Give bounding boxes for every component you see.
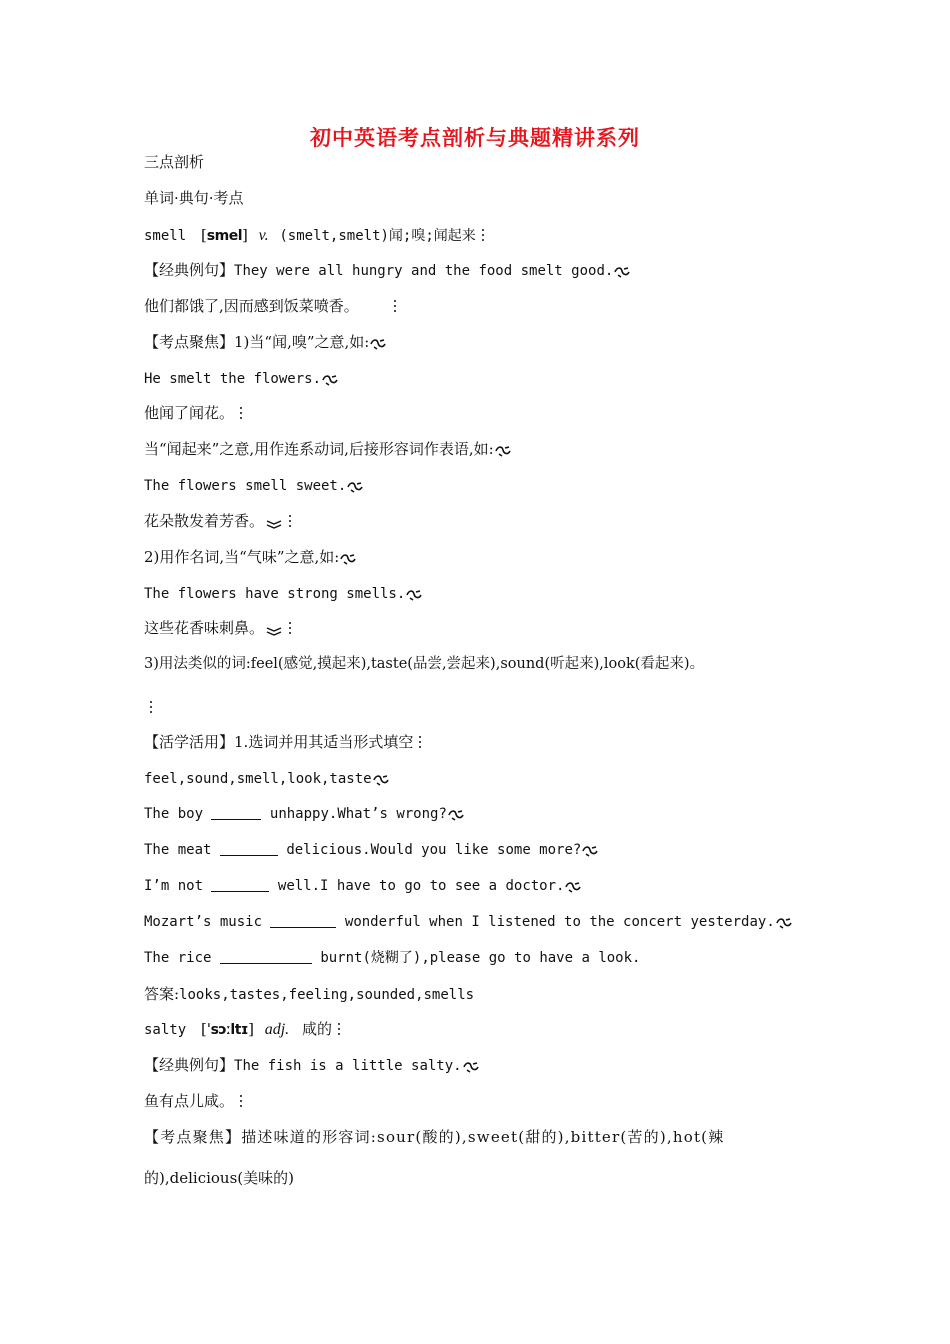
example-en: They were all hungry and the food smelt good. bbox=[234, 263, 614, 279]
focus-text: 1)当“闻,嗅”之意,如: bbox=[234, 333, 370, 351]
question-2: The meat delicious.Would you like some more? bbox=[144, 839, 600, 861]
ellipsis-icon bbox=[238, 1094, 244, 1108]
example-en: The fish is a little salty. bbox=[234, 1058, 462, 1074]
example-label: 【经典例句】 bbox=[144, 1056, 235, 1074]
ellipsis-icon bbox=[417, 735, 423, 749]
question-5: The rice burnt(烧糊了),please go to have a look. bbox=[144, 950, 641, 966]
sample-translation: 他闻了闻花。 bbox=[144, 402, 244, 424]
example-translation-1: 他们都饿了,因而感到饭菜喷香。 bbox=[144, 297, 359, 315]
audio-swirl-icon bbox=[340, 553, 358, 565]
focus-point-2 bbox=[144, 1126, 724, 1148]
audio-swirl-icon bbox=[565, 881, 583, 893]
practice-label: 【活学活用】 bbox=[144, 733, 235, 751]
ellipsis-icon bbox=[287, 621, 293, 635]
question-3: I’m not well.I have to go to see a doctor. bbox=[144, 875, 583, 897]
word-entry-smell: smell [smel] v. (smelt,smelt)闻;嗅;闻起来 bbox=[144, 224, 486, 247]
audio-swirl-icon bbox=[582, 845, 600, 857]
audio-swirl-icon bbox=[614, 266, 632, 278]
example-sentence-1 bbox=[144, 259, 632, 282]
answer-key: 答案:looks,tastes,feeling,sounded,smells bbox=[144, 985, 475, 1003]
sample-translation: 花朵散发着芳香。 bbox=[144, 510, 293, 532]
ellipsis-icon bbox=[238, 406, 244, 420]
audio-swirl-icon bbox=[322, 374, 340, 386]
section-heading: 三点剖析 bbox=[144, 153, 205, 171]
audio-swirl-icon bbox=[347, 481, 365, 493]
focus-label: 【考点聚焦】 bbox=[144, 1128, 242, 1146]
focus-point-1 bbox=[144, 331, 388, 353]
usage-note: 当“闻起来”之意,用作连系动词,后接形容词作表语,如: bbox=[144, 438, 513, 460]
headword: salty bbox=[144, 1022, 187, 1038]
audio-swirl-icon bbox=[448, 809, 466, 821]
answer-blank[interactable] bbox=[270, 913, 336, 928]
sample-sentence: The flowers smell sweet. bbox=[144, 474, 365, 497]
double-chevron-icon bbox=[265, 519, 283, 529]
practice-heading: 【活学活用】1.选词并用其适当形式填空 bbox=[144, 731, 423, 753]
part-of-speech: v. bbox=[258, 227, 269, 244]
word-entry-salty: salty [ˈsɔːltɪ] adj. 咸的 bbox=[144, 1018, 342, 1041]
phonetic: smel bbox=[206, 228, 243, 244]
ellipsis-icon bbox=[480, 228, 486, 242]
answer-blank[interactable] bbox=[220, 841, 278, 856]
part-of-speech: adj. bbox=[264, 1021, 290, 1038]
question-4: Mozart’s music wonderful when I listened to the concert yesterday. bbox=[144, 911, 794, 933]
ellipsis-icon bbox=[392, 299, 398, 313]
example-translation-2: 鱼有点儿咸。 bbox=[144, 1090, 244, 1112]
answer-blank[interactable] bbox=[211, 805, 261, 820]
similar-words-note: 3)用法类似的词:feel(感觉,摸起来),taste(品尝,尝起来),sound(听起来),look(看起来)。 bbox=[144, 656, 705, 672]
audio-swirl-icon bbox=[463, 1061, 481, 1073]
word-choices: feel,sound,smell,look,taste bbox=[144, 767, 391, 790]
ellipsis-icon bbox=[148, 700, 154, 714]
answer-blank[interactable] bbox=[220, 949, 312, 964]
answer-blank[interactable] bbox=[211, 877, 269, 892]
sample-sentence: The flowers have strong smells. bbox=[144, 582, 424, 605]
page-title: 初中英语考点剖析与典题精讲系列 bbox=[310, 126, 640, 150]
ellipsis-icon bbox=[336, 1022, 342, 1036]
audio-swirl-icon bbox=[373, 774, 391, 786]
usage-note: 2)用作名词,当“气味”之意,如: bbox=[144, 546, 358, 568]
focus-point-2-continued: 的),delicious(美味的) bbox=[144, 1169, 294, 1187]
focus-text: 描述味道的形容词:sour(酸的),sweet(甜的),bitter(苦的),hot(辣 bbox=[241, 1128, 725, 1146]
subsection-heading: 单词·典句·考点 bbox=[144, 189, 244, 207]
answer-label: 答案: bbox=[144, 985, 180, 1003]
question-1: The boy unhappy.What’s wrong? bbox=[144, 803, 466, 825]
ellipsis-icon bbox=[287, 514, 293, 528]
audio-swirl-icon bbox=[776, 917, 794, 929]
word-meaning: 咸的 bbox=[301, 1020, 332, 1038]
example-label: 【经典例句】 bbox=[144, 261, 235, 279]
phonetic: ˈsɔːltɪ bbox=[206, 1022, 249, 1038]
double-chevron-icon bbox=[265, 626, 283, 636]
headword: smell bbox=[144, 228, 187, 244]
focus-label: 【考点聚焦】 bbox=[144, 333, 235, 351]
audio-swirl-icon bbox=[406, 589, 424, 601]
sample-translation: 这些花香味刺鼻。 bbox=[144, 617, 293, 639]
sample-sentence: He smelt the flowers. bbox=[144, 367, 340, 390]
audio-swirl-icon bbox=[370, 338, 388, 350]
audio-swirl-icon bbox=[495, 445, 513, 457]
word-forms: (smelt,smelt)闻;嗅;闻起来 bbox=[279, 228, 476, 244]
example-sentence-2 bbox=[144, 1054, 481, 1077]
